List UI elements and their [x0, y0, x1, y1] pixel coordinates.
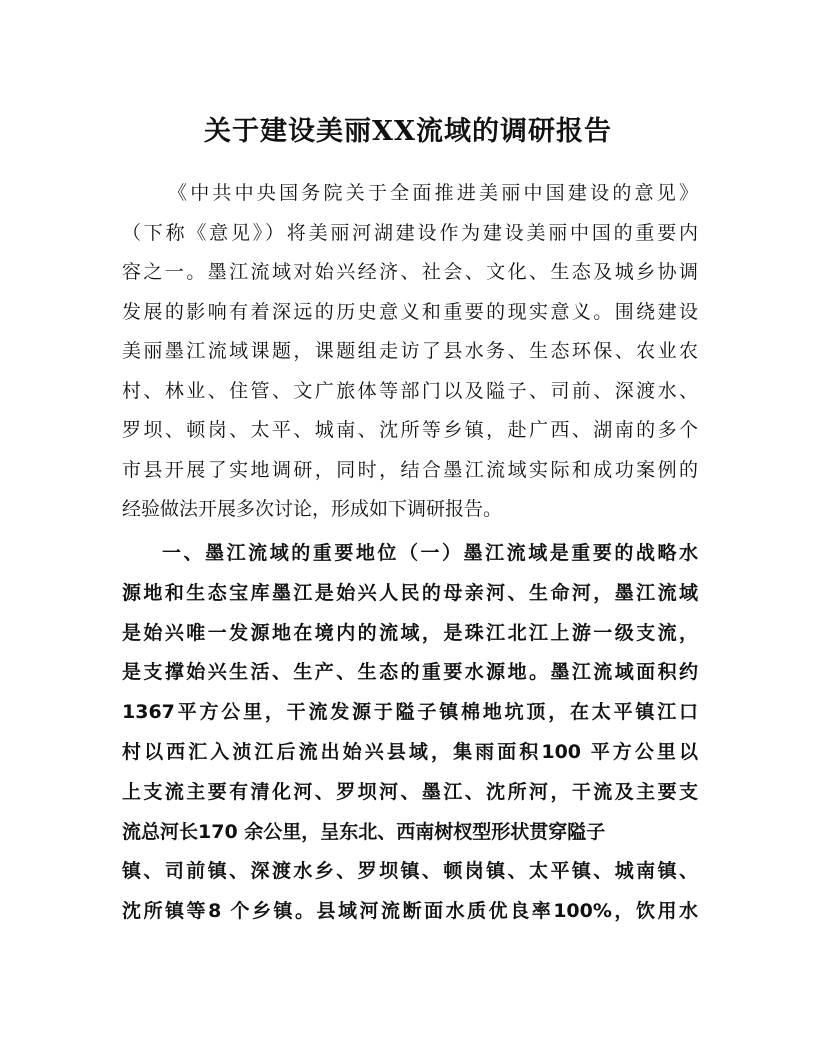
text-line: 村、林业、住管、文广旅体等部门以及隘子、司前、深渡水、 — [122, 379, 698, 402]
text-line: 上支流主要有清化河、罗坝河、墨江、沈所河，干流及主要支 — [122, 780, 698, 803]
section-1-paragraph — [122, 534, 698, 932]
text-line: 是支撑始兴生活、生产、生态的重要水源地。墨江流域面积约 — [122, 661, 698, 684]
text-line: 市县开展了实地调研，同时，结合墨江流域实际和成功案例的 — [122, 458, 698, 481]
text-line: （下称《意见》）将美丽河湖建设作为建设美丽中国的重要内 — [122, 221, 698, 244]
text-line: 流总河长170 余公里，呈东北、西南树杈型形状贯穿隘子 — [122, 820, 606, 843]
text-line: 源地和生态宝库墨江是始兴人民的母亲河、生命河，墨江流域 — [122, 581, 698, 604]
text-line: 美丽墨江流域课题，课题组走访了县水务、生态环保、农业农 — [122, 340, 698, 362]
text-line: 是始兴唯一发源地在境内的流域，是珠江北江上游一级支流， — [122, 621, 698, 644]
text-line: 罗坝、顿岗、太平、城南、沈所等乡镇，赴广西、湖南的多个 — [122, 419, 698, 441]
text-line: 《中共中央国务院关于全面推进美丽中国建设的意见》 — [168, 182, 698, 204]
text-line: 容之一。墨江流域对始兴经济、社会、文化、生态及城乡协调 — [122, 261, 698, 283]
text-line: 一、墨江流域的重要地位（一）墨江流域是重要的战略水 — [162, 542, 698, 564]
text-line: 发展的影响有着深远的历史意义和重要的现实意义。围绕建设 — [122, 300, 698, 323]
text-line: 经验做法开展多次讨论，形成如下调研报告。 — [122, 498, 503, 520]
text-line: 村以西汇入浈江后流出始兴县域，集雨面积100 平方公里以 — [122, 740, 698, 763]
intro-paragraph — [122, 174, 698, 530]
text-line: 镇、司前镇、深渡水乡、罗坝镇、顿岗镇、太平镇、城南镇、 — [122, 860, 698, 883]
text-line: 1367平方公里，干流发源于隘子镇棉地坑顶，在太平镇江口 — [122, 701, 698, 724]
text-line: 沈所镇等8 个乡镇。县域河流断面水质优良率100%，饮用水 — [122, 900, 698, 923]
document-title: 关于建设美丽XX流域的调研报告 — [204, 116, 612, 147]
